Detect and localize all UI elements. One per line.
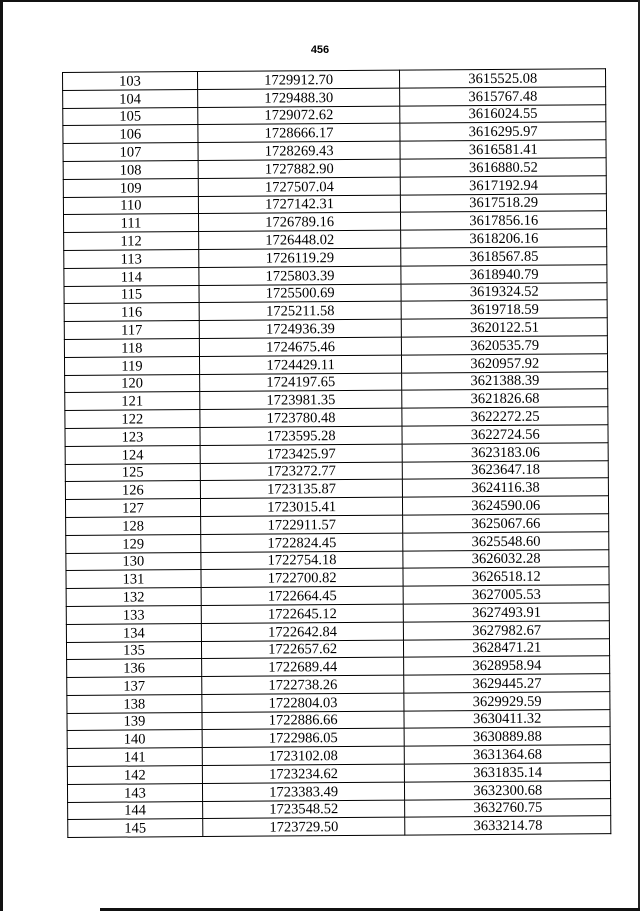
y-coordinate-cell: 3629929.59 (404, 692, 610, 711)
point-number-cell: 133 (66, 605, 201, 624)
x-coordinate-cell: 1723981.35 (200, 390, 403, 409)
y-coordinate-cell: 3631364.68 (405, 745, 611, 764)
y-coordinate-cell: 3626518.12 (403, 567, 609, 586)
x-coordinate-cell: 1723102.08 (202, 746, 405, 765)
point-number-cell: 141 (67, 748, 202, 767)
point-number-cell: 107 (63, 143, 198, 162)
point-number-cell: 142 (67, 766, 202, 785)
point-number-cell: 144 (68, 801, 203, 820)
point-number-cell: 119 (64, 356, 199, 375)
y-coordinate-cell: 3617518.29 (401, 193, 607, 212)
y-coordinate-cell: 3616581.41 (400, 140, 606, 159)
x-coordinate-cell: 1728269.43 (198, 141, 401, 160)
point-number-cell: 104 (63, 89, 198, 108)
y-coordinate-cell: 3618567.85 (401, 247, 607, 266)
point-number-cell: 124 (65, 445, 200, 464)
x-coordinate-cell: 1722664.45 (201, 586, 404, 605)
coordinates-table-body (63, 69, 611, 838)
y-coordinate-cell: 3620122.51 (402, 318, 608, 337)
x-coordinate-cell: 1723135.87 (200, 479, 403, 498)
y-coordinate-cell: 3630411.32 (404, 709, 610, 728)
point-number-cell: 140 (67, 730, 202, 749)
point-number-cell: 134 (66, 623, 201, 642)
x-coordinate-cell: 1727507.04 (198, 177, 401, 196)
x-coordinate-cell: 1723780.48 (200, 408, 403, 427)
y-coordinate-cell: 3623647.18 (403, 460, 609, 479)
y-coordinate-cell: 3629445.27 (404, 674, 610, 693)
table-row (68, 816, 611, 838)
point-number-cell: 145 (68, 819, 203, 838)
point-number-cell: 115 (64, 285, 199, 304)
y-coordinate-cell: 3628958.94 (404, 656, 610, 675)
x-coordinate-cell: 1723548.52 (202, 800, 405, 819)
point-number-cell: 108 (63, 161, 198, 180)
x-coordinate-cell: 1726448.02 (198, 230, 401, 249)
x-coordinate-cell: 1729912.70 (197, 70, 400, 89)
point-number-cell: 121 (65, 392, 200, 411)
point-number-cell: 103 (63, 72, 198, 91)
x-coordinate-cell: 1723272.77 (200, 462, 403, 481)
x-coordinate-cell: 1725500.69 (199, 284, 402, 303)
y-coordinate-cell: 3619324.52 (401, 282, 607, 301)
x-coordinate-cell: 1727882.90 (198, 159, 401, 178)
y-coordinate-cell: 3628471.21 (404, 638, 610, 657)
y-coordinate-cell: 3624116.38 (403, 478, 609, 497)
y-coordinate-cell: 3630889.88 (404, 727, 610, 746)
point-number-cell: 129 (66, 534, 201, 553)
y-coordinate-cell: 3625548.60 (403, 531, 609, 550)
x-coordinate-cell: 1728666.17 (198, 124, 401, 143)
point-number-cell: 132 (66, 588, 201, 607)
point-number-cell: 126 (65, 481, 200, 500)
y-coordinate-cell: 3616024.55 (400, 104, 606, 123)
point-number-cell: 125 (65, 463, 200, 482)
x-coordinate-cell: 1722754.18 (201, 551, 404, 570)
x-coordinate-cell: 1722657.62 (201, 640, 404, 659)
x-coordinate-cell: 1722700.82 (201, 568, 404, 587)
y-coordinate-cell: 3619718.59 (402, 300, 608, 319)
x-coordinate-cell: 1722824.45 (201, 533, 404, 552)
coordinates-table (62, 68, 611, 838)
y-coordinate-cell: 3620535.79 (402, 336, 608, 355)
y-coordinate-cell: 3632760.75 (405, 798, 611, 817)
x-coordinate-cell: 1726119.29 (199, 248, 402, 267)
x-coordinate-cell: 1725803.39 (199, 266, 402, 285)
point-number-cell: 143 (67, 783, 202, 802)
y-coordinate-cell: 3617856.16 (401, 211, 607, 230)
scan-edge-top (0, 0, 640, 2)
point-number-cell: 135 (66, 641, 201, 660)
x-coordinate-cell: 1724936.39 (199, 319, 402, 338)
x-coordinate-cell: 1724197.65 (199, 373, 402, 392)
point-number-cell: 120 (65, 374, 200, 393)
x-coordinate-cell: 1722642.84 (201, 622, 404, 641)
y-coordinate-cell: 3633214.78 (405, 816, 611, 835)
y-coordinate-cell: 3621826.68 (402, 389, 608, 408)
point-number-cell: 118 (64, 339, 199, 358)
x-coordinate-cell: 1722738.26 (202, 675, 405, 694)
x-coordinate-cell: 1722911.57 (200, 515, 403, 534)
y-coordinate-cell: 3621388.39 (402, 371, 608, 390)
x-coordinate-cell: 1724675.46 (199, 337, 402, 356)
x-coordinate-cell: 1729072.62 (198, 106, 401, 125)
x-coordinate-cell: 1722886.66 (202, 711, 405, 730)
point-number-cell: 112 (64, 232, 199, 251)
point-number-cell: 111 (63, 214, 198, 233)
point-number-cell: 131 (66, 570, 201, 589)
y-coordinate-cell: 3627982.67 (404, 620, 610, 639)
x-coordinate-cell: 1727142.31 (198, 195, 401, 214)
x-coordinate-cell: 1723015.41 (200, 497, 403, 516)
y-coordinate-cell: 3620957.92 (402, 353, 608, 372)
y-coordinate-cell: 3615525.08 (400, 69, 606, 88)
y-coordinate-cell: 3624590.06 (403, 496, 609, 515)
point-number-cell: 139 (67, 712, 202, 731)
point-number-cell: 110 (63, 196, 198, 215)
point-number-cell: 123 (65, 427, 200, 446)
y-coordinate-cell: 3615767.48 (400, 87, 606, 106)
y-coordinate-cell: 3616295.97 (400, 122, 606, 141)
point-number-cell: 117 (64, 321, 199, 340)
y-coordinate-cell: 3618206.16 (401, 229, 607, 248)
x-coordinate-cell: 1723729.50 (203, 818, 406, 837)
x-coordinate-cell: 1722986.05 (202, 729, 405, 748)
x-coordinate-cell: 1722645.12 (201, 604, 404, 623)
y-coordinate-cell: 3625067.66 (403, 514, 609, 533)
point-number-cell: 137 (67, 677, 202, 696)
y-coordinate-cell: 3618940.79 (401, 264, 607, 283)
y-coordinate-cell: 3631835.14 (405, 763, 611, 782)
x-coordinate-cell: 1729488.30 (197, 88, 400, 107)
x-coordinate-cell: 1722689.44 (201, 657, 404, 676)
y-coordinate-cell: 3617192.94 (401, 175, 607, 194)
point-number-cell: 128 (66, 516, 201, 535)
page-number: 456 (310, 44, 330, 56)
x-coordinate-cell: 1726789.16 (198, 213, 401, 232)
y-coordinate-cell: 3623183.06 (403, 442, 609, 461)
x-coordinate-cell: 1723595.28 (200, 426, 403, 445)
x-coordinate-cell: 1724429.11 (199, 355, 402, 374)
point-number-cell: 127 (65, 499, 200, 518)
point-number-cell: 113 (64, 250, 199, 269)
x-coordinate-cell: 1723234.62 (202, 764, 405, 783)
y-coordinate-cell: 3632300.68 (405, 781, 611, 800)
point-number-cell: 109 (63, 178, 198, 197)
point-number-cell: 138 (67, 694, 202, 713)
y-coordinate-cell: 3622272.25 (402, 407, 608, 426)
y-coordinate-cell: 3627493.91 (404, 603, 610, 622)
point-number-cell: 130 (66, 552, 201, 571)
x-coordinate-cell: 1725211.58 (199, 301, 402, 320)
point-number-cell: 136 (67, 659, 202, 678)
point-number-cell: 105 (63, 107, 198, 126)
point-number-cell: 116 (64, 303, 199, 322)
y-coordinate-cell: 3622724.56 (402, 425, 608, 444)
y-coordinate-cell: 3616880.52 (401, 158, 607, 177)
x-coordinate-cell: 1723383.49 (202, 782, 405, 801)
scan-edge-left (0, 0, 3, 911)
y-coordinate-cell: 3627005.53 (404, 585, 610, 604)
y-coordinate-cell: 3626032.28 (403, 549, 609, 568)
x-coordinate-cell: 1723425.97 (200, 444, 403, 463)
point-number-cell: 114 (64, 267, 199, 286)
point-number-cell: 122 (65, 410, 200, 429)
point-number-cell: 106 (63, 125, 198, 144)
x-coordinate-cell: 1722804.03 (202, 693, 405, 712)
